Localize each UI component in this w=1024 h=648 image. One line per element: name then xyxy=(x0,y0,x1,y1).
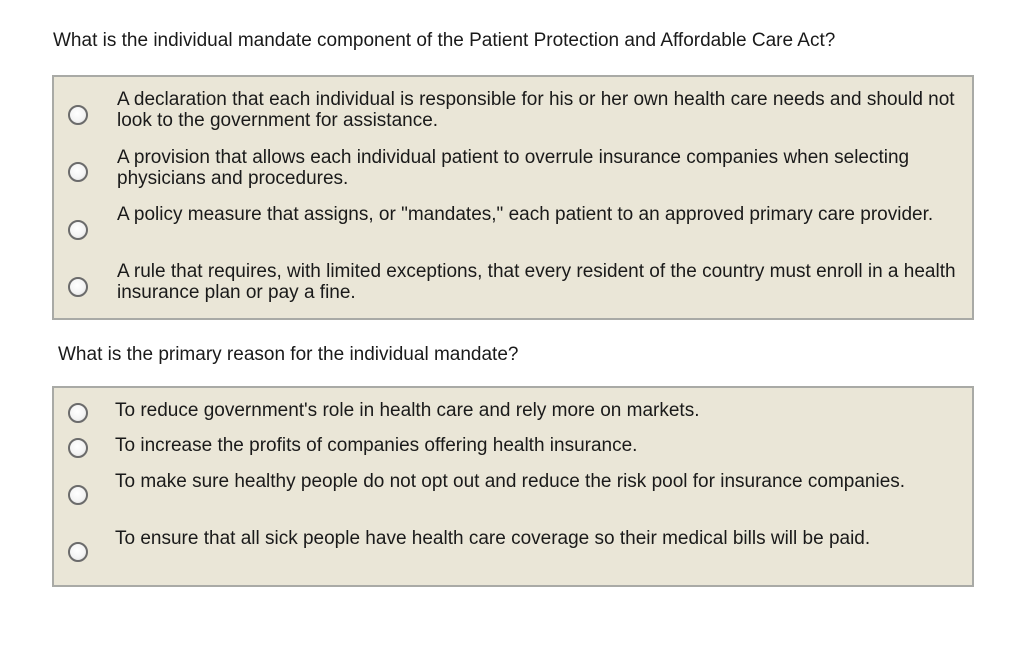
radio-button-icon[interactable] xyxy=(68,403,88,423)
radio-button-icon[interactable] xyxy=(68,105,88,125)
option-label: A policy measure that assigns, or "mandates," each patient to an approved primary care provider. xyxy=(117,204,934,225)
option-label: To reduce government's role in health care and rely more on markets. xyxy=(115,400,700,421)
radio-button-icon[interactable] xyxy=(68,438,88,458)
option-label: A provision that allows each individual patient to overrule insurance companies when selecting physicians and procedures. xyxy=(117,147,910,189)
radio-button-icon[interactable] xyxy=(68,485,88,505)
option-label: To increase the profits of companies offering health insurance. xyxy=(115,435,638,456)
question-1-options xyxy=(52,75,974,320)
radio-button-icon[interactable] xyxy=(68,220,88,240)
option-label: A rule that requires, with limited exceptions, that every resident of the country must enroll in a health insurance plan or pay a fine. xyxy=(117,261,956,303)
option-label: To ensure that all sick people have health care coverage so their medical bills will be paid. xyxy=(115,528,871,549)
question-2-options xyxy=(52,386,974,587)
option-label: To make sure healthy people do not opt out and reduce the risk pool for insurance companies. xyxy=(115,471,906,492)
question-1-prompt: What is the individual mandate component of the Patient Protection and Affordable Care Act? xyxy=(53,30,836,51)
option-label: A declaration that each individual is responsible for his or her own health care needs and should not look to the government for assistance. xyxy=(117,89,955,131)
question-2-prompt: What is the primary reason for the individual mandate? xyxy=(58,344,519,365)
radio-button-icon[interactable] xyxy=(68,162,88,182)
radio-button-icon[interactable] xyxy=(68,277,88,297)
radio-button-icon[interactable] xyxy=(68,542,88,562)
